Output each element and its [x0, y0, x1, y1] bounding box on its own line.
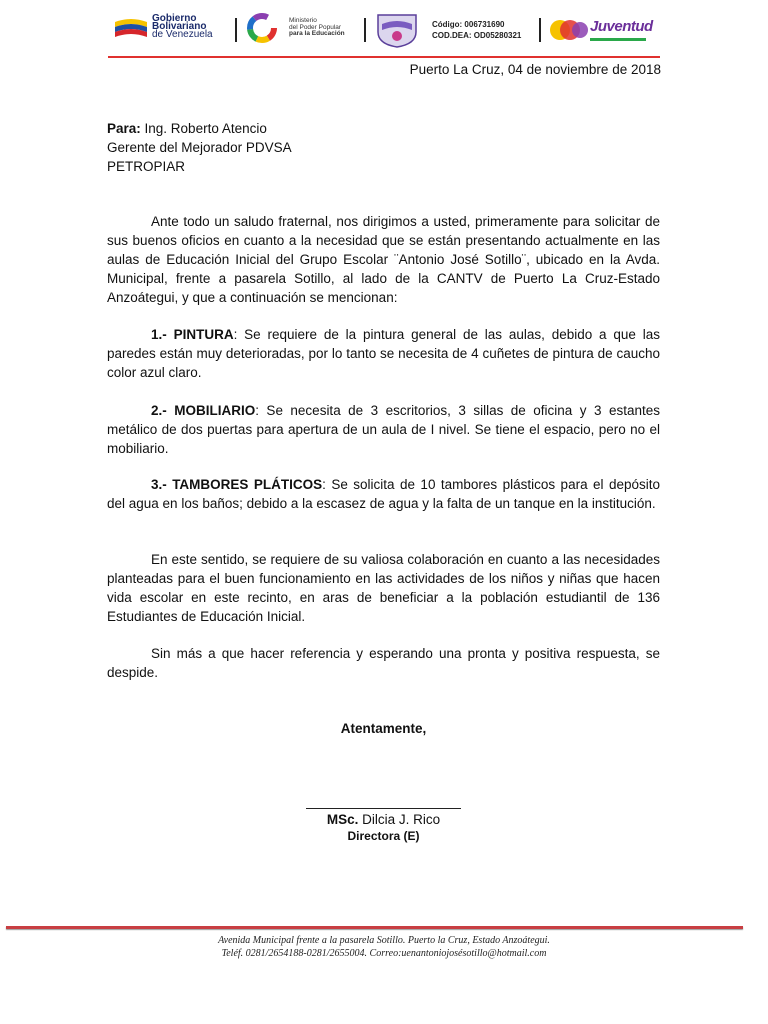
codigo-text: Código: 006731690: [432, 20, 505, 29]
ministerio-line-2: del Poder Popular: [289, 23, 342, 31]
footer-address: [0, 934, 768, 960]
venezuela-flag-icon: [113, 16, 149, 38]
gobierno-line-1: Gobierno: [152, 13, 197, 24]
recipient-line: [107, 119, 292, 138]
juventud-text: Juventud: [590, 18, 653, 35]
signer-name-line: [306, 811, 461, 828]
item-text: : Se solicita de 10 tambores plásticos para el depósito del agua en los baños; debido a la escasez de agua y la falta de un tanque en la institución.: [107, 477, 660, 511]
gobierno-line-3: de Venezuela: [152, 29, 213, 40]
recipient-org: PETROPIAR: [107, 159, 186, 174]
school-crest-icon: [374, 12, 420, 48]
letter-date: Puerto La Cruz, 04 de noviembre de 2018: [409, 62, 661, 77]
ministerio-line-3: para la Educación: [289, 30, 345, 37]
item-pintura: [107, 325, 660, 382]
signer-title: MSc.: [326, 812, 359, 827]
para-label: Para:: [107, 121, 141, 136]
ministerio-line-1: Ministerio: [289, 17, 317, 24]
sign-off: Atentamente,: [340, 721, 427, 736]
footer-line-1: Avenida Municipal frente a la pasarela Sotillo. Puerto la Cruz, Estado Anzoátegui.: [218, 935, 550, 946]
school-codes: [432, 19, 521, 41]
recipient-block: [107, 119, 292, 176]
header-separator: [235, 18, 237, 42]
recipient-title: Gerente del Mejorador PDVSA: [107, 140, 292, 155]
item-label: 2.- MOBILIARIO: [151, 403, 256, 418]
item-text: : Se necesita de 3 escritorios, 3 sillas de oficina y 3 estantes metálico de dos puertas para apertura de un aula de I nivel. Se tiene el espacio, pero no el mobiliario.: [107, 403, 660, 456]
recipient-name: Ing. Roberto Atencio: [140, 121, 267, 136]
closing-paragraph: Sin más a que hacer referencia y esperando una pronta y positiva respuesta, se despide.: [107, 646, 660, 680]
juventud-underline: [590, 38, 646, 41]
header-separator: [364, 18, 366, 42]
signer-name: Dilcia J. Rico: [358, 812, 441, 827]
coddea-text: COD.DEA: OD05280321: [432, 31, 522, 40]
signer-role: Directora (E): [347, 829, 420, 843]
intro-paragraph: Ante todo un saludo fraternal, nos dirigimos a usted, primeramente para solicitar de sus buenos oficios en cuanto a la necesidad que se están presentando actualmente en las aulas de Educación Inicial del Grupo Escolar ¨Antonio José Sotillo¨, ubicado en la Avda. Municipal, frente a pasarela Sotillo, al lado de la CANTV de Puerto La Cruz-Estado Anzoátegui, y que a continuación se mencionan:: [107, 214, 660, 305]
ministerio-ring-logo-icon: [240, 12, 284, 44]
item-text: : Se requiere de la pintura general de las aulas, debido a que las paredes están muy deterioradas, por lo tanto se necesita de 4 cuñetes de pintura de caucho color azul claro.: [107, 327, 660, 380]
item-label: 3.- TAMBORES PLÁTICOS: [151, 477, 323, 492]
item-tambores: [107, 475, 660, 513]
juventud-logo: [548, 14, 653, 44]
signature-line: [306, 808, 461, 809]
gobierno-line-2: Bolivariano: [152, 21, 207, 32]
collaboration-paragraph: En este sentido, se requiere de su valiosa colaboración en cuanto a las necesidades planteadas para el buen funcionamiento en las actividades de los niños y niñas que hacen vida escolar en este recinto, en aras de beneficiar a la población estudiantil de 136 Estudiantes de Educación Inicial.: [107, 552, 660, 624]
item-label: 1.- PINTURA: [151, 327, 234, 342]
header-separator: [539, 18, 541, 42]
header-rule: [108, 56, 660, 58]
ministerio-text: [289, 18, 345, 38]
footer-rule: [6, 926, 743, 929]
item-mobiliario: [107, 401, 660, 458]
footer-line-2: Teléf. 0281/2654188-0281/2655004. Correo:uenantoniojosésotillo@hotmail.com: [221, 948, 547, 959]
gobierno-bolivariano-text: [152, 15, 213, 39]
